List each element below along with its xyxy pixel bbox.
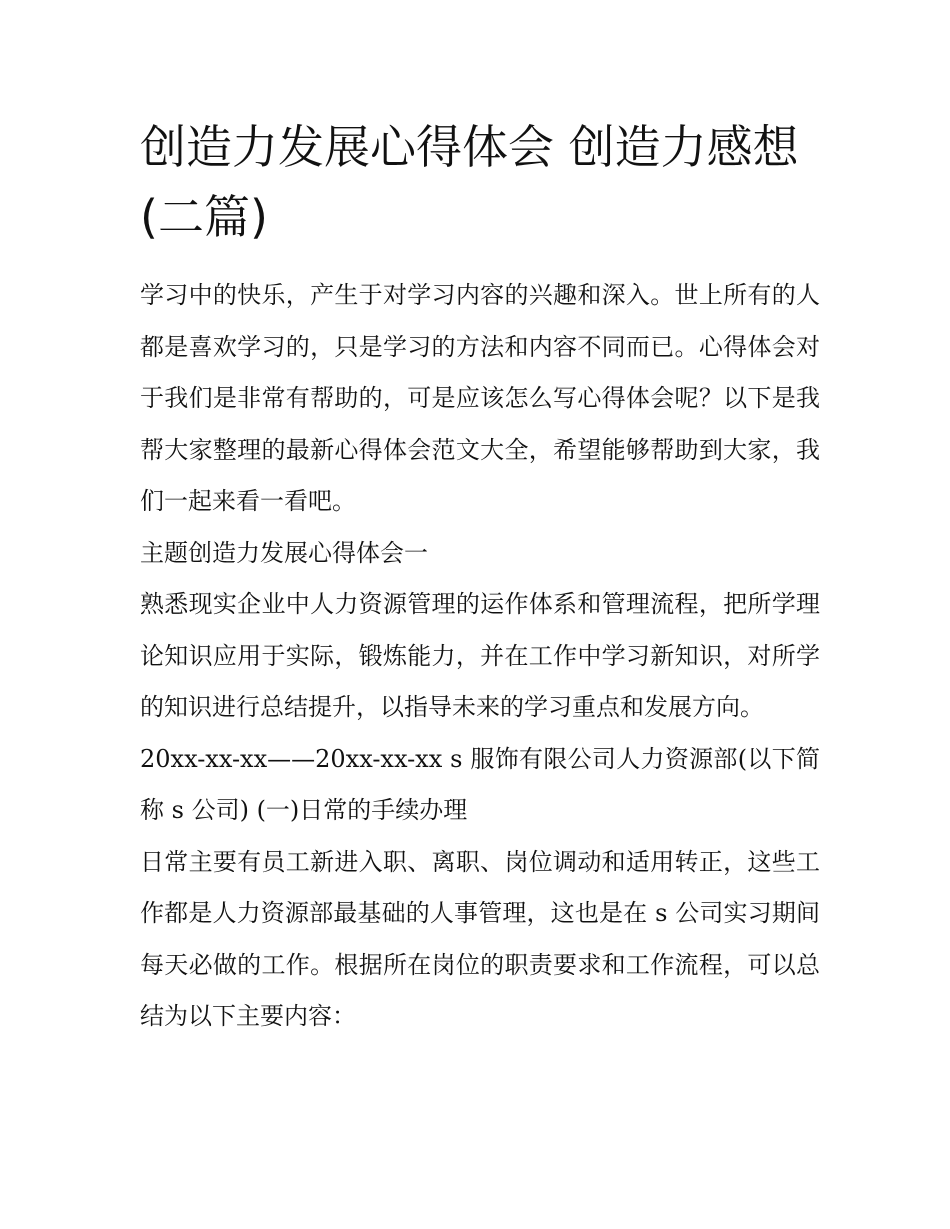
document-page — [140, 112, 820, 1043]
period-paragraph: 20xx-xx-xx——20xx-xx-xx s 服饰有限公司人力资源部(以下简称 s 公司) (一)日常的手续办理 — [140, 744, 820, 824]
document-body — [140, 270, 820, 1043]
section-heading: 主题创造力发展心得体会一 — [140, 538, 428, 567]
purpose-paragraph: 熟悉现实企业中人力资源管理的运作体系和管理流程，把所学理论知识应用于实际，锻炼能力，并在工作中学习新知识，对所学的知识进行总结提升，以指导未来的学习重点和发展方向。 — [140, 590, 820, 721]
daily-work-paragraph: 日常主要有员工新进入职、离职、岗位调动和适用转正，这些工作都是人力资源部最基础的人事管理，这也是在 s 公司实习期间每天必做的工作。根据所在岗位的职责要求和工作流程，可以总结为以下主要内容： — [140, 847, 820, 1030]
intro-paragraph: 学习中的快乐，产生于对学习内容的兴趣和深入。世上所有的人都是喜欢学习的，只是学习的方法和内容不同而已。心得体会对于我们是非常有帮助的，可是应该怎么写心得体会呢？以下是我帮大家整理的最新心得体会范文大全，希望能够帮助到大家，我们一起来看一看吧。 — [140, 281, 820, 515]
document-title: 创造力发展心得体会 创造力感想(二篇) — [140, 120, 799, 244]
